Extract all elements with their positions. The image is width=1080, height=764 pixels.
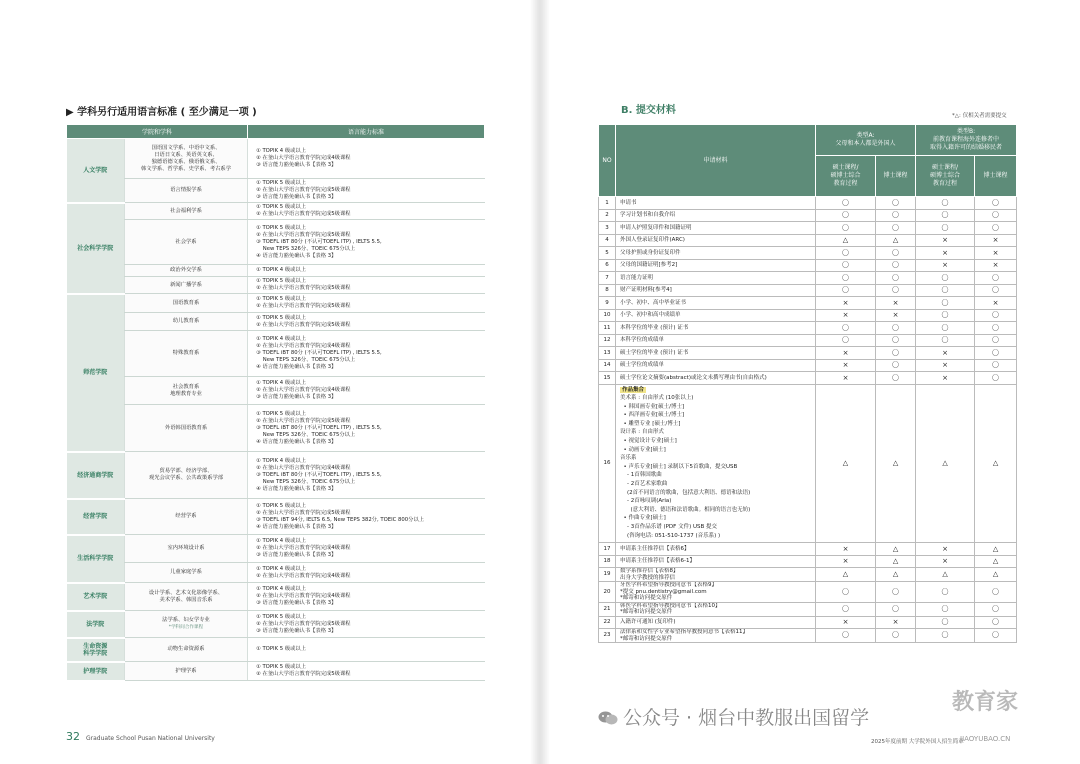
table-row [599, 297, 1017, 310]
material-name: 本科学位的成绩单 [616, 334, 816, 347]
table-row [599, 272, 1017, 285]
table-row [67, 331, 485, 377]
table-row [599, 334, 1017, 347]
requirement-mark: 〇 [876, 334, 916, 347]
department-name: 政治外交学系 [170, 267, 202, 273]
requirement-mark: × [975, 259, 1017, 272]
row-number: 19 [599, 568, 616, 582]
language-standard-cell: ① TOPIK 5 级或以上 ② 在釜山大学语言教育学院完成5级课程 [248, 203, 485, 220]
department-cell [125, 563, 248, 583]
language-standard-cell: ① TOPIK 5 级或以上 ② 在釜山大学语言教育学院完成5级课程 [248, 662, 485, 681]
requirement-mark: × [816, 555, 876, 568]
requirement-mark: 〇 [916, 322, 975, 335]
table-row [599, 602, 1017, 616]
language-standard-cell: ① TOPIK 5 级或以上 ② 在釜山大学语言教育学院完成5级课程 [248, 277, 485, 294]
row-number: 20 [599, 582, 616, 603]
table-row [67, 583, 485, 611]
requirement-mark: 〇 [816, 334, 876, 347]
table-row [67, 452, 485, 499]
language-standard-cell: ① TOPIK 4 级或以上 ② 在釜山大学语言教育学院完成4级课程 ③ 语言能力豁免确认书【表格 3】 [248, 583, 485, 611]
row-number: 11 [599, 322, 616, 335]
table-row [599, 209, 1017, 222]
header-material: 申请材料 [616, 125, 816, 197]
table-row [599, 322, 1017, 335]
department-name: 国语教育系 [172, 299, 200, 306]
material-name: 财产证明材料[参考4] [616, 284, 816, 297]
department-name: 贸易学部、经济学部、 观光会议学系、公共政策系学部 [148, 468, 224, 481]
material-name: 牙医学科希望指导教授同意书【表格9】 *提交 pnu.dentistry@gmail.com *邮寄和访问提交原件 [616, 582, 816, 603]
requirement-mark: 〇 [916, 297, 975, 310]
submission-materials-table [598, 124, 1017, 643]
requirement-mark: 〇 [876, 359, 916, 372]
material-name: 法律系和女性学专业希望指导教授同意书【表格11】 *邮寄和访问提交原件 [616, 629, 816, 643]
requirement-mark: 〇 [916, 334, 975, 347]
row-number: 18 [599, 555, 616, 568]
requirement-mark: × [876, 309, 916, 322]
department-name: 社会学系 [175, 238, 197, 245]
requirement-mark: × [975, 247, 1017, 260]
table-row [599, 616, 1017, 629]
requirement-mark: 〇 [975, 602, 1017, 616]
material-name: 小学、初中和高中成绩单 [616, 309, 816, 322]
material-name: 硕士学位的毕业 (预计) 证书 [616, 347, 816, 360]
department-name: 经营学系 [175, 513, 197, 519]
requirement-mark: 〇 [876, 347, 916, 360]
header-type-b-master: 硕士课程/ 硕博士综合 教育过程 [916, 156, 975, 197]
language-standard-table [66, 124, 485, 682]
requirement-mark: 〇 [916, 209, 975, 222]
table-row [599, 284, 1017, 297]
department-cell [125, 294, 248, 313]
department-name: 动物生命资源系 [167, 646, 205, 652]
department-cell [125, 662, 248, 681]
college-cell: 护理学院 [67, 662, 125, 681]
requirement-mark: × [916, 347, 975, 360]
requirement-mark: △ [916, 568, 975, 582]
requirement-mark: 〇 [975, 372, 1017, 385]
department-cell [125, 203, 248, 220]
department-cell [125, 583, 248, 611]
requirement-mark: 〇 [975, 284, 1017, 297]
requirement-mark: × [916, 234, 975, 247]
department-cell [125, 220, 248, 265]
material-name: 外国人登录证复印件(ARC) [616, 234, 816, 247]
college-cell: 生命资源 科学学院 [67, 638, 125, 662]
language-standard-cell: ① TOPIK 4 级或以上 ② 在釜山大学语言教育学院完成4级课程 ③ TOEFL iBT 80分 (不认可TOEFL ITP) , IELTS 5.5, New TEPS 326分、TOEIC 675分以上 ④ 语言能力豁免确认书【表格 3】 [248, 331, 485, 377]
requirement-mark: 〇 [876, 372, 916, 385]
requirement-mark: 〇 [916, 309, 975, 322]
left-footer [66, 730, 215, 743]
row-number: 7 [599, 272, 616, 285]
requirement-mark: 〇 [816, 582, 876, 603]
department-name: 国语国文学系、中语中文系、 日语日文系、英语英文系、 独德语德文系、俄语俄文系、 韩文学系、哲学系、史学系、考古系学 [140, 144, 232, 172]
college-cell: 社会科学学院 [67, 203, 125, 294]
table-row [67, 203, 485, 220]
requirement-mark: 〇 [916, 616, 975, 629]
department-cell [125, 265, 248, 277]
material-name: 入籍许可通知 (复印件) [616, 616, 816, 629]
department-name: 设计学系、艺术文化影像学系、 美术学系、韩国音乐系 [148, 589, 224, 603]
requirement-mark: △ [975, 543, 1017, 556]
college-cell: 法学院 [67, 611, 125, 638]
language-standard-cell: ① TOPIK 5 级或以上 ② 在釜山大学语言教育学院完成5级课程 ③ 语言能力豁免确认书【表格 3】 [248, 179, 485, 203]
requirement-mark: × [975, 297, 1017, 310]
requirement-mark: 〇 [816, 284, 876, 297]
portfolio-details: 美术系 : 自由形式 (10张以上) • 韩国画专业[硕士/博士] • 西洋画专业[硕士/博士] • 雕塑专业 [硕士/博士] 设计系 : 自由形式 • 视觉设计专业[硕士] • 动画专业[硕士] 音乐系 • 声乐专业[硕士] 录制以下5首歌曲，提交USB - 1首韩国歌曲 - 2首艺术家歌曲 (2首不同语言的歌曲，包括意大利语、德语和法语) - 2首咏叹调(Aria) (意大利语、德语和法语歌曲。相同的语言也无妨) • 作曲专业[硕士] - 3首作品乐谱 (PDF 文件) USB 提交 (咨询电话: 051-510-1737 (音乐系) ) [620, 395, 751, 539]
watermark-text: 公众号 · 烟台中教服出国留学 [623, 707, 870, 729]
requirement-mark: △ [816, 384, 876, 543]
department-name: 特殊教育系 [172, 350, 200, 356]
requirement-mark: × [816, 297, 876, 310]
college-cell: 艺术学院 [67, 583, 125, 611]
language-standard-cell: ① TOPIK 4 级或以上 [248, 265, 485, 277]
requirement-mark: × [916, 359, 975, 372]
row-number: 4 [599, 234, 616, 247]
department-cell [125, 313, 248, 331]
requirement-mark: × [816, 372, 876, 385]
requirement-mark: × [816, 543, 876, 556]
table-row [599, 359, 1017, 372]
table-row [67, 662, 485, 681]
requirement-mark: 〇 [876, 629, 916, 643]
department-name: 法学系、妇女学专业 [162, 617, 210, 623]
material-name: 韩医学科希望指导教授同意书【表格10】 *邮寄和访问提交原件 [616, 602, 816, 616]
header-college-dept: 学院和学科 [67, 125, 248, 139]
department-name: 社会福利学系 [170, 207, 202, 214]
requirement-mark: △ [876, 384, 916, 543]
requirement-mark: 〇 [975, 197, 1017, 210]
material-name: 申请系主任推荐信【表格6】 [616, 543, 816, 556]
table-row [599, 247, 1017, 260]
table-row [67, 535, 485, 563]
table-row [599, 309, 1017, 322]
requirement-mark: 〇 [975, 309, 1017, 322]
department-name: 语言情报学系 [170, 187, 202, 193]
department-cell [125, 179, 248, 203]
table-row [67, 265, 485, 277]
page-number: 32 [66, 730, 80, 743]
language-standard-cell: ① TOPIK 5 级或以上 ② 在釜山大学语言教育学院完成5级课程 ③ TOEFL iBT 94分, IELTS 6.5, New TEPS 382分, TOEIC 800分以上 ④ 语言能力豁免确认书【表格 3】 [248, 499, 485, 535]
department-cell [125, 638, 248, 662]
table-row [67, 220, 485, 265]
requirement-mark: 〇 [816, 222, 876, 235]
department-cell [125, 331, 248, 377]
language-standard-cell: ① TOPIK 5 级或以上 ② 在釜山大学语言教育学院完成5级课程 [248, 294, 485, 313]
row-number: 23 [599, 629, 616, 643]
table-row [67, 294, 485, 313]
college-cell: 师范学院 [67, 294, 125, 452]
table-row [67, 139, 485, 179]
requirement-mark: 〇 [876, 197, 916, 210]
department-cell [125, 377, 248, 405]
row-number: 16 [599, 384, 616, 543]
requirement-mark: △ [916, 384, 975, 543]
requirement-mark: × [816, 347, 876, 360]
requirement-mark: × [916, 543, 975, 556]
material-name: 语言能力证明 [616, 272, 816, 285]
requirement-mark: 〇 [816, 197, 876, 210]
row-number: 17 [599, 543, 616, 556]
left-page-title: ▶ 学科另行适用语言标准 ( 至少满足一项 ) [66, 107, 257, 118]
row-number: 13 [599, 347, 616, 360]
requirement-mark: △ [975, 568, 1017, 582]
header-type-b: 类型B: 前教育课程海外连修者中 取得入籍许可的结婚移民者 [916, 125, 1017, 156]
table-row [67, 277, 485, 294]
table-row [67, 179, 485, 203]
language-standard-cell: ① TOPIK 4 级或以上 ② 在釜山大学语言教育学院完成4级课程 [248, 563, 485, 583]
college-cell: 经济通商学院 [67, 452, 125, 499]
material-name: 申请人护照复印件和国籍证明 [616, 222, 816, 235]
language-standard-cell: ① TOPIK 4 级或以上 ② 在釜山大学语言教育学院完成4级课程 ③ 语言能力豁免确认书【表格 3】 [248, 377, 485, 405]
table-row [599, 384, 1017, 543]
material-name: 申请系主任推荐信【表格6-1】 [616, 555, 816, 568]
table-row [67, 405, 485, 452]
material-name: 小学、初中、高中毕业证书 [616, 297, 816, 310]
row-number: 2 [599, 209, 616, 222]
department-cell [125, 139, 248, 179]
table-row [67, 611, 485, 638]
requirement-mark: × [816, 359, 876, 372]
requirement-mark: × [916, 555, 975, 568]
table-row [67, 377, 485, 405]
portfolio-heading: 作品集合 [622, 386, 645, 393]
requirement-mark: △ [876, 555, 916, 568]
requirement-mark: 〇 [975, 272, 1017, 285]
department-cell [125, 499, 248, 535]
department-name: 室内环境设计系 [167, 545, 205, 551]
material-name: 硕士学位的成绩单 [616, 359, 816, 372]
requirement-mark: 〇 [876, 209, 916, 222]
requirement-mark: 〇 [916, 197, 975, 210]
wechat-icon [598, 708, 618, 722]
requirement-mark: 〇 [975, 322, 1017, 335]
table-row [599, 629, 1017, 643]
material-name: 硕士学位论文摘要(abstract)或论文未撰写理由书(自由格式) [616, 372, 816, 385]
requirement-mark: 〇 [876, 247, 916, 260]
department-tag: *学科间合作课程 [168, 625, 204, 630]
material-name: 学习计划书和自我介绍 [616, 209, 816, 222]
department-cell [125, 405, 248, 452]
requirement-mark: × [916, 372, 975, 385]
requirement-mark: 〇 [975, 616, 1017, 629]
table-row [599, 555, 1017, 568]
requirement-mark: 〇 [816, 322, 876, 335]
requirement-mark: 〇 [876, 259, 916, 272]
table-row [599, 582, 1017, 603]
requirement-mark: 〇 [816, 259, 876, 272]
table-row [599, 197, 1017, 210]
row-number: 3 [599, 222, 616, 235]
language-standard-cell: ① TOPIK 5 级或以上 ② 在釜山大学语言教育学院完成5级课程 ③ 语言能力豁免确认书【表格 3】 [248, 611, 485, 638]
requirement-mark: △ [876, 568, 916, 582]
requirement-mark: × [916, 259, 975, 272]
requirement-mark: △ [876, 234, 916, 247]
requirement-mark: × [975, 234, 1017, 247]
requirement-mark: 〇 [916, 629, 975, 643]
requirement-mark: 〇 [975, 629, 1017, 643]
department-name: 外语韩国语教育系 [164, 424, 208, 431]
watermark-url: JIAOYUBAO.CN [960, 735, 1011, 743]
page-gutter [530, 0, 550, 764]
table-row [599, 543, 1017, 556]
department-cell [125, 611, 248, 638]
material-name: 父母护照或身份证复印件 [616, 247, 816, 260]
requirement-mark: 〇 [916, 284, 975, 297]
watermark [598, 703, 869, 730]
header-no: NO [599, 125, 616, 197]
requirement-mark: △ [975, 384, 1017, 543]
header-type-b-phd: 博士课程 [975, 156, 1017, 197]
requirement-mark: 〇 [876, 272, 916, 285]
department-name: 新闻广播学系 [170, 281, 202, 288]
legend-note: *△: 仅相关者需要提交 [952, 113, 1007, 119]
material-name: 申请书 [616, 197, 816, 210]
requirement-mark: 〇 [916, 582, 975, 603]
row-number: 22 [599, 616, 616, 629]
row-number: 14 [599, 359, 616, 372]
requirement-mark: △ [816, 234, 876, 247]
requirement-mark: 〇 [876, 322, 916, 335]
department-cell [125, 277, 248, 294]
material-name: 父母的国籍证明[参考2] [616, 259, 816, 272]
requirement-mark: 〇 [916, 222, 975, 235]
requirement-mark: 〇 [816, 272, 876, 285]
college-cell: 人文学院 [67, 139, 125, 203]
row-number: 9 [599, 297, 616, 310]
language-standard-cell: ① TOPIK 4 级或以上 ② 在釜山大学语言教育学院完成4级课程 ③ TOEFL iBT 80分 (不认可TOEFL ITP) , IELTS 5.5, New TEPS 326分、TOEIC 675分以上 ④ 语言能力豁免确认书【表格 3】 [248, 452, 485, 499]
table-row [67, 313, 485, 331]
row-number: 5 [599, 247, 616, 260]
requirement-mark: × [876, 616, 916, 629]
header-type-a-phd: 博士课程 [876, 156, 916, 197]
table-row [599, 372, 1017, 385]
requirement-mark: △ [816, 568, 876, 582]
header-type-a-master: 硕士课程/ 硕博士综合 教育过程 [816, 156, 876, 197]
watermark-logo: 教育家 [952, 690, 1019, 715]
language-standard-cell: ① TOPIK 5 级或以上 ② 在釜山大学语言教育学院完成5级课程 ③ TOEFL iBT 80分 (不认可TOEFL ITP) , IELTS 5.5, New TEPS 326分、TOEIC 675分以上 ④ 语言能力豁免确认书【表格 3】 [248, 220, 485, 265]
requirement-mark: × [916, 247, 975, 260]
language-standard-cell: ① TOPIK 4 级或以上 ② 在釜山大学语言教育学院完成4级课程 ③ 语言能力豁免确认书【表格 3】 [248, 535, 485, 563]
material-name [616, 384, 816, 543]
row-number: 12 [599, 334, 616, 347]
requirement-mark: △ [876, 543, 916, 556]
college-cell: 生活科学学院 [67, 535, 125, 583]
table-row [599, 259, 1017, 272]
requirement-mark: 〇 [975, 359, 1017, 372]
requirement-mark: 〇 [975, 347, 1017, 360]
row-number: 10 [599, 309, 616, 322]
department-name: 幼儿教育系 [172, 318, 200, 324]
requirement-mark: 〇 [876, 222, 916, 235]
requirement-mark: 〇 [975, 334, 1017, 347]
requirement-mark: 〇 [975, 582, 1017, 603]
department-cell [125, 535, 248, 563]
language-standard-cell: ① TOPIK 5 级或以上 ② 在釜山大学语言教育学院完成5级课程 ③ TOEFL iBT 80分 (不认可TOEFL ITP) , IELTS 5.5, New TEPS 326分、TOEIC 675分以上 ④ 语言能力豁免确认书【表格 3】 [248, 405, 485, 452]
language-standard-cell: ① TOPIK 5 级或以上 ② 在釜山大学语言教育学院完成5级课程 [248, 313, 485, 331]
table-row [599, 234, 1017, 247]
row-number: 1 [599, 197, 616, 210]
requirement-mark: × [876, 297, 916, 310]
requirement-mark: 〇 [916, 272, 975, 285]
table-row [67, 638, 485, 662]
right-page-title: B. 提交材料 [621, 105, 676, 116]
table-row [599, 222, 1017, 235]
college-cell: 经营学院 [67, 499, 125, 535]
table-row [67, 499, 485, 535]
table-row [599, 347, 1017, 360]
requirement-mark: 〇 [975, 222, 1017, 235]
language-standard-cell: ① TOPIK 4 级或以上 ② 在釜山大学语言教育学院完成4级课程 ③ 语言能力豁免确认书【表格 3】 [248, 139, 485, 179]
table-row [67, 563, 485, 583]
requirement-mark: 〇 [816, 629, 876, 643]
requirement-mark: 〇 [876, 582, 916, 603]
header-language-standard: 语言能力标准 [248, 125, 485, 139]
row-number: 15 [599, 372, 616, 385]
table-row [599, 568, 1017, 582]
requirement-mark: △ [975, 555, 1017, 568]
department-name: 社会教育系 地理教育专业 [170, 383, 202, 397]
header-type-a: 类型A: 父母和本人都是外国人 [816, 125, 916, 156]
department-cell [125, 452, 248, 499]
requirement-mark: × [816, 616, 876, 629]
requirement-mark: 〇 [876, 284, 916, 297]
language-standard-cell: ① TOPIK 5 级或以上 [248, 638, 485, 662]
material-name: 数学系推荐信【表格8】 出身大学教授的推荐信 [616, 568, 816, 582]
requirement-mark: 〇 [816, 247, 876, 260]
row-number: 21 [599, 602, 616, 616]
material-name: 本科学位的毕业 (预计) 证书 [616, 322, 816, 335]
requirement-mark: 〇 [916, 602, 975, 616]
right-footer: 2025年度前期 大学院外国人招生简章 [871, 739, 964, 745]
requirement-mark: × [816, 309, 876, 322]
requirement-mark: 〇 [816, 602, 876, 616]
row-number: 6 [599, 259, 616, 272]
row-number: 8 [599, 284, 616, 297]
department-name: 护理学系 [175, 667, 197, 674]
footer-school: Graduate School Pusan National University [86, 735, 215, 742]
department-name: 儿童家庭学系 [170, 569, 202, 575]
requirement-mark: 〇 [975, 209, 1017, 222]
requirement-mark: 〇 [816, 209, 876, 222]
requirement-mark: 〇 [876, 602, 916, 616]
